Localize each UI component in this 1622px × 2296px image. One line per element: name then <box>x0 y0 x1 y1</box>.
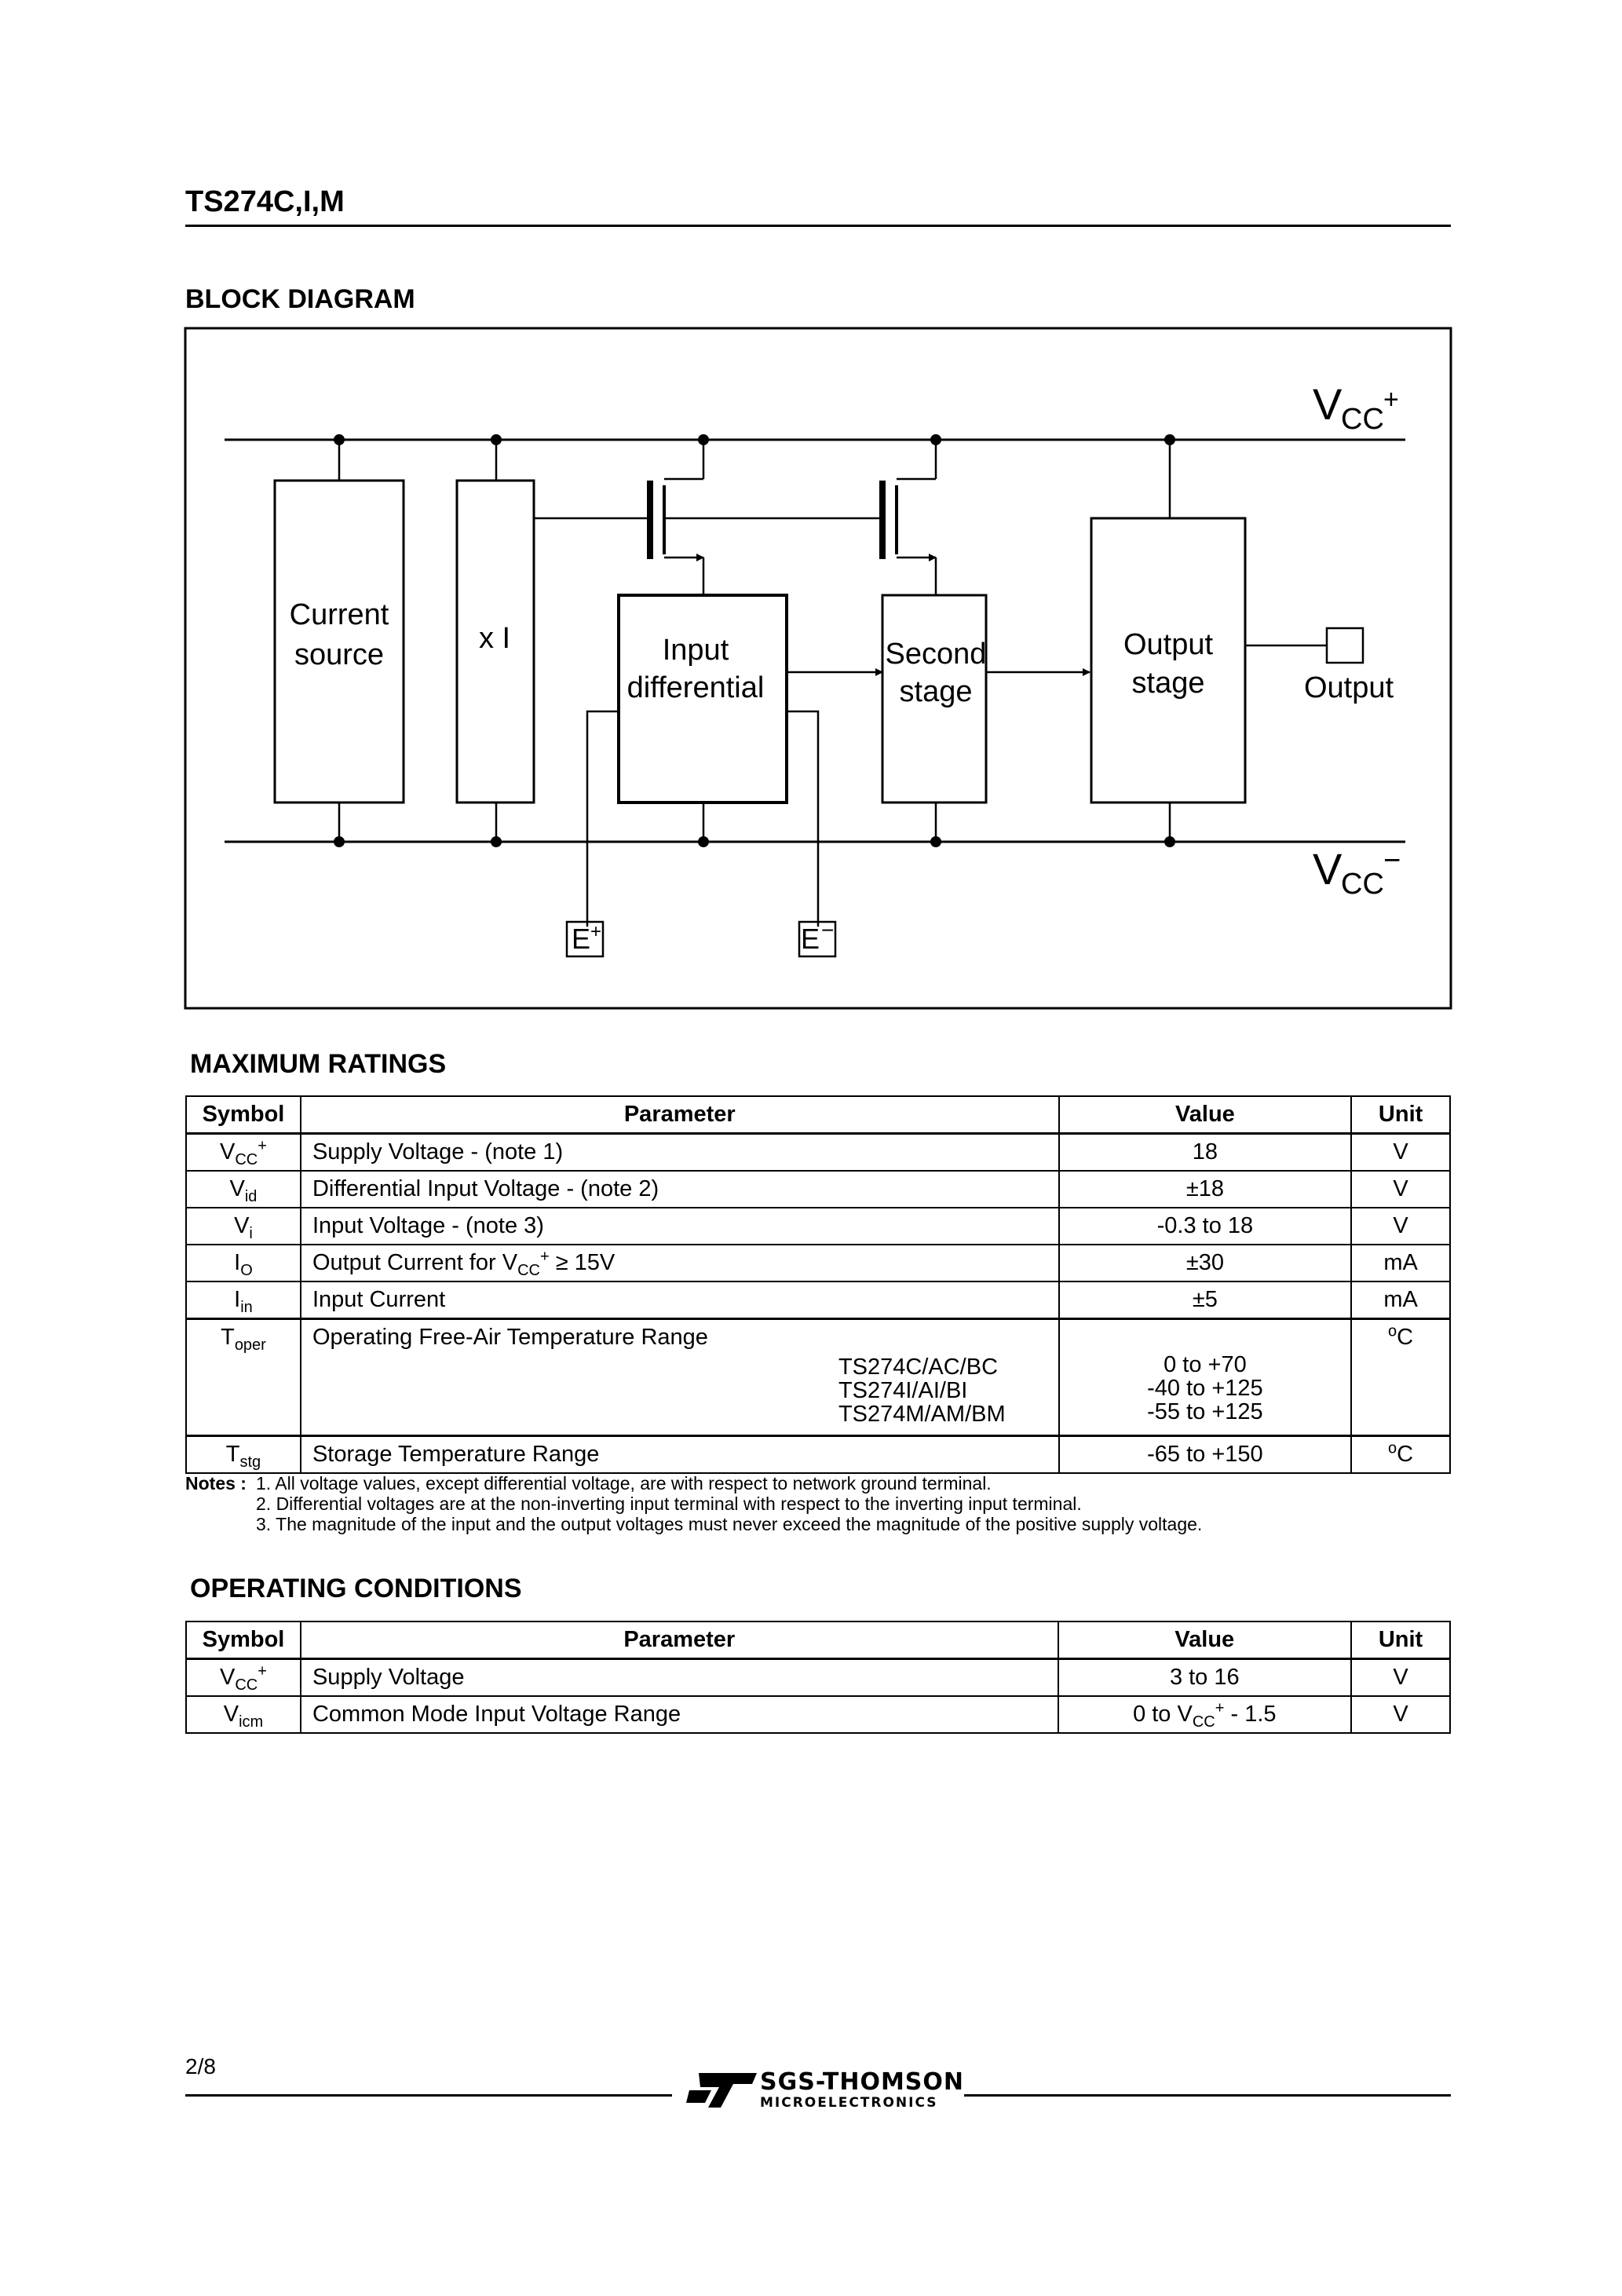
vcc-plus-sup: + <box>1383 385 1399 415</box>
table-row: $I_O$ Output Current for $V_{CC}^+ \ge 15V$ ±30 mA <box>186 1245 1450 1281</box>
operating-conditions-table <box>185 1621 1451 1734</box>
current-source-label-1: Current <box>289 598 389 631</box>
page-number: 2/8 <box>185 2054 216 2078</box>
input-differential-label-1: Input <box>662 634 729 667</box>
second-stage-label-1: Second <box>885 638 987 671</box>
note-3: 3. The magnitude of the input and the output voltages must never exceed the magnitude of the positive supply voltage. <box>256 1514 1203 1534</box>
e-plus-label: E <box>572 923 591 955</box>
table-header-row: Symbol Parameter Value Unit <box>186 1621 1450 1659</box>
table-row: $V_{id}$ Differential Input Voltage - (note 2) ±18 V <box>186 1171 1450 1208</box>
output-stage-label-1: Output <box>1123 628 1214 661</box>
second-stage-label-2: stage <box>899 675 973 708</box>
input-differential-label-2: differential <box>627 671 765 704</box>
e-minus-sup: − <box>821 918 835 942</box>
max-ratings-table <box>185 1095 1451 1474</box>
notes-label: Notes : <box>185 1473 247 1493</box>
table-row: $V_i$ Input Voltage - (note 3) -0.3 to 18 V <box>186 1208 1450 1245</box>
output-stage-label-2: stage <box>1131 667 1205 700</box>
table-row: $V_{CC}^+$ Supply Voltage 3 to 16 V <box>186 1659 1450 1697</box>
vcc-plus-sub: CC <box>1341 403 1384 436</box>
table-row: $I_{in}$ Input Current ±5 mA <box>186 1281 1450 1319</box>
table-row: $T_{stg}$ Storage Temperature Range -65 to +150 $^o$C <box>186 1436 1450 1474</box>
col-symbol: Symbol <box>186 1096 301 1134</box>
e-minus-label: E <box>801 923 820 955</box>
block-diagram-title: BLOCK DIAGRAM <box>185 284 415 314</box>
transistor-2 <box>882 440 936 595</box>
brand-subtitle: MICROELECTRONICS <box>760 2095 938 2111</box>
block-diagram <box>0 0 1622 1021</box>
footer-rule-left <box>185 2094 672 2097</box>
notes <box>185 1473 1202 1534</box>
col-value: Value <box>1059 1096 1352 1134</box>
note-2: 2. Differential voltages are at the non-inverting input terminal with respect to the inverting input terminal. <box>256 1493 1082 1514</box>
xi-label: x I <box>478 622 511 655</box>
e-plus-sup: + <box>590 921 602 942</box>
output-terminal <box>1327 628 1363 663</box>
vcc-minus-sub: CC <box>1341 868 1384 901</box>
document-title: TS274C,I,M <box>185 185 345 218</box>
note-1: 1. All voltage values, except differential voltage, are with respect to network ground terminal. <box>256 1473 992 1493</box>
vcc-plus-main: V <box>1313 379 1343 429</box>
max-ratings-title: MAXIMUM RATINGS <box>190 1049 447 1079</box>
col-parameter: Parameter <box>301 1096 1059 1134</box>
current-source-label-2: source <box>294 638 385 671</box>
col-unit: Unit <box>1351 1096 1450 1134</box>
table-row: $V_{icm}$ Common Mode Input Voltage Range 0 to $V_{CC}^+ - 1.5$ V <box>186 1696 1450 1733</box>
footer-rule-right <box>964 2094 1451 2097</box>
brand-name: SGS-THOMSON <box>760 2068 965 2096</box>
vcc-minus-sup: − <box>1383 844 1401 877</box>
table-row: $V_{CC}^+$ Supply Voltage - (note 1) 18 V <box>186 1134 1450 1172</box>
table-header-row <box>186 1096 1450 1134</box>
table-row-toper: $T_{oper}$ Operating Free-Air Temperature Range TS274C/AC/BC TS274I/AI/BI TS274M/AM/BM 0 to +70 -40 to +125 -55 to +125 $^o$C <box>186 1319 1450 1436</box>
output-label: Output <box>1303 671 1394 704</box>
vcc-minus-main: V <box>1313 844 1343 894</box>
operating-conditions-title: OPERATING CONDITIONS <box>190 1574 522 1603</box>
st-logo-icon <box>685 2067 763 2114</box>
